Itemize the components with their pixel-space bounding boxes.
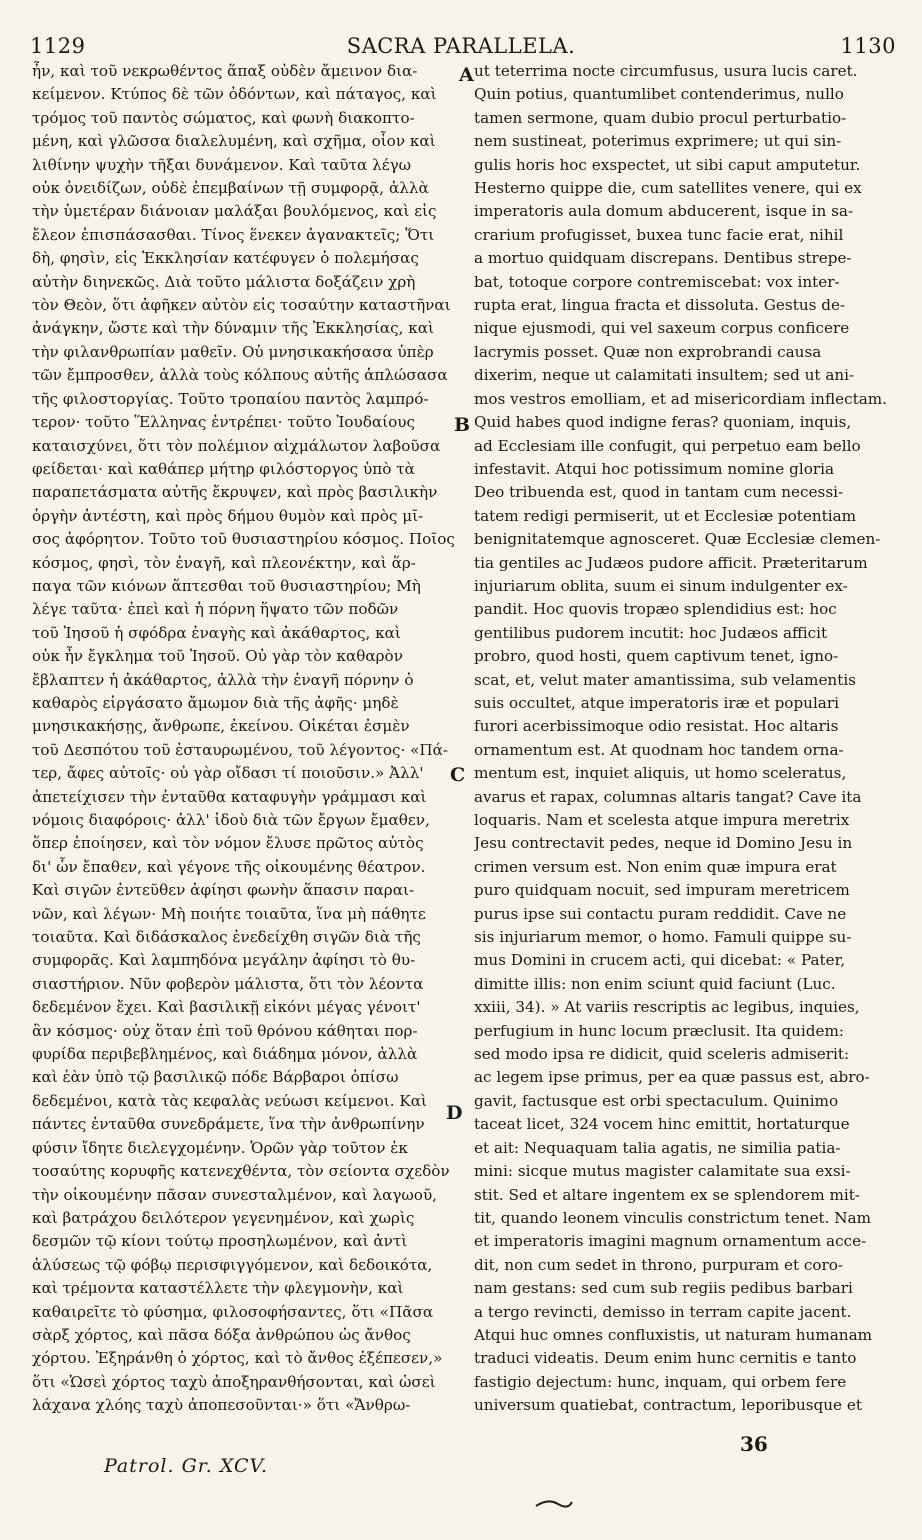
ink-mark bbox=[534, 1496, 574, 1510]
greek-text-line: τῆς φιλοστοργίας. Τοῦτο τροπαίου παντὸς λαμπρό- bbox=[32, 389, 429, 408]
latin-text-line: nam gestans: sed cum sub regiis pedibus barbari bbox=[474, 1279, 853, 1298]
latin-text-line: sed modo ipsa re didicit, quid sceleris admiserit: bbox=[474, 1045, 850, 1064]
latin-text-line: ad Ecclesiam ille confugit, qui perpetuo eam bello bbox=[474, 436, 861, 455]
latin-text-line: Quin potius, quantumlibet contenderimus, nullo bbox=[474, 85, 844, 104]
latin-text-line: ornamentum est. At quodnam hoc tandem orna- bbox=[474, 740, 844, 759]
latin-text-line: furori acerbissimoque odio resistat. Hoc altaris bbox=[474, 717, 839, 736]
greek-text-line: τοῦ Ἰησοῦ ἡ σφόδρα ἐναγὴς καὶ ἀκάθαρτος, καὶ bbox=[32, 623, 401, 642]
greek-text-line: παραπετάσματα αὐτῆς ἔκρυψεν, καὶ πρὸς βασιλικὴν bbox=[32, 483, 438, 502]
latin-text-line: injuriarum oblita, suum ei sinum indulgenter ex- bbox=[474, 576, 848, 595]
volume-signature: Patrol. Gr. XCV. bbox=[104, 1455, 268, 1477]
greek-text-line: συμφορᾶς. Καὶ λαμπηδόνα μεγάλην ἀφίησι τὸ θυ- bbox=[32, 951, 416, 970]
greek-text-line: καταισχύνει, ὅτι τὸν πολέμιον αἰχμάλωτον λαβοῦσα bbox=[32, 436, 441, 455]
latin-text-line: mus Domini in crucem acti, qui dicebat: « Pater, bbox=[474, 951, 846, 970]
section-marker-a: A bbox=[459, 64, 474, 86]
latin-text-line: tia gentiles ac Judæos pudore afficit. Præteritarum bbox=[474, 553, 868, 572]
latin-text-line: a mortuo quidquam discrepans. Dentibus strepe- bbox=[474, 249, 852, 268]
greek-text-line: ἦν, καὶ τοῦ νεκρωθέντος ἅπαξ οὐδὲν ἄμεινον δια- bbox=[32, 62, 418, 80]
latin-text-line: tatem redigi permiserit, ut et Ecclesiæ potentiam bbox=[474, 506, 857, 525]
latin-text-line: pandit. Hoc quovis tropæo splendidius est: hoc bbox=[474, 600, 837, 619]
latin-text-line: et ait: Nequaquam talia agatis, ne similia patia- bbox=[474, 1138, 841, 1157]
latin-text-line: Deo tribuenda est, quod in tantam cum necessi- bbox=[474, 483, 844, 502]
left-page-number: 1129 bbox=[30, 34, 86, 58]
greek-text-line: δεδεμένον ἔχει. Καὶ βασιλικῇ εἰκόνι μέγας γένοιτ' bbox=[32, 998, 421, 1017]
greek-text-line: καὶ τρέμοντα καταστέλλετε τὴν φλεγμονὴν, καὶ bbox=[32, 1279, 404, 1298]
greek-text-line: τὸν Θεὸν, ὅτι ἀφῆκεν αὐτὸν εἰς τοσαύτην καταστῆναι bbox=[32, 296, 451, 315]
latin-text-line: fastigio dejectum: hunc, inquam, qui orbem fere bbox=[474, 1372, 847, 1391]
latin-text-line: nique ejusmodi, qui vel saxeum corpus conficere bbox=[474, 319, 850, 338]
latin-text-line: purus ipse sui contactu puram reddidit. Cave ne bbox=[474, 904, 847, 923]
greek-text-line: σιαστήριον. Νῦν φοβερὸν μάλιστα, ὅτι τὸν λέοντα bbox=[32, 974, 424, 993]
latin-text-line: dit, non cum sedet in throno, purpuram et coro- bbox=[474, 1255, 844, 1274]
greek-text-line: δεδεμένοι, κατὰ τὰς κεφαλὰς νεύωσι κείμενοι. Καὶ bbox=[32, 1091, 427, 1110]
latin-text-line: traduci videatis. Deum enim hunc cernitis e tanto bbox=[474, 1349, 857, 1368]
latin-text-line: crimen versum est. Non enim quæ impura erat bbox=[474, 857, 837, 876]
latin-text-line: et imperatoris imagini magnum ornamentum acce- bbox=[474, 1232, 867, 1251]
latin-text-line: mentum est, inquiet aliquis, ut homo sceleratus, bbox=[474, 764, 847, 783]
greek-text-line: τοσαύτης κορυφῆς κατενεχθέντα, τὸν σείοντα σχεδὸν bbox=[32, 1162, 450, 1181]
latin-text-line: lacrymis posset. Quæ non exprobrandi causa bbox=[474, 342, 822, 361]
latin-text-line: ac legem ipse primus, per ea quæ passus est, abro- bbox=[474, 1068, 870, 1087]
running-title: SACRA PARALLELA. bbox=[346, 34, 576, 58]
latin-text-line: nem sustineat, poterimus exprimere; ut qui sin- bbox=[474, 132, 842, 151]
right-page-number: 1130 bbox=[840, 34, 896, 58]
greek-text-line: οὐκ ἦν ἔγκλημα τοῦ Ἰησοῦ. Οὐ γὰρ τὸν καθαρὸν bbox=[32, 647, 403, 666]
latin-text-line: a tergo revincti, demisso in terram capite jacent. bbox=[474, 1302, 852, 1321]
greek-text-line: μένη, καὶ γλῶσσα διαλελυμένη, καὶ σχῆμα, οἷον καὶ bbox=[32, 132, 436, 151]
latin-text-line: probro, quod hosti, quem captivum tenet, igno- bbox=[474, 647, 839, 666]
greek-text-line: τὴν φιλανθρωπίαν μαθεῖν. Οὐ μνησικακήσασα ὑπὲρ bbox=[32, 342, 434, 361]
latin-text-line: tit, quando leonem vinculis constrictum tenet. Nam bbox=[474, 1208, 872, 1227]
greek-text-line: τῶν ἔμπροσθεν, ἀλλὰ τοὺς κόλπους αὐτῆς ἁπλώσασα bbox=[32, 366, 448, 385]
latin-text-line: universum quatiebat, contractum, leporibusque et bbox=[474, 1396, 862, 1415]
latin-text-line: tamen sermone, quam dubio procul perturbatio- bbox=[474, 108, 847, 127]
latin-text-line: gavit, factusque est orbi spectaculum. Quinimo bbox=[474, 1091, 839, 1110]
greek-text-line: τερον· τοῦτο Ἕλληνας ἐντρέπει· τοῦτο Ἰουδαίους bbox=[32, 413, 415, 432]
greek-text-line: σος ἀφόρητον. Τοῦτο τοῦ θυσιαστηρίου κόσμος. Ποῖος bbox=[32, 530, 455, 549]
latin-text-line: loquaris. Nam et scelesta atque impura meretrix bbox=[474, 811, 850, 829]
greek-text-line: τοῦ Δεσπότου τοῦ ἐσταυρωμένου, τοῦ λέγοντος· «Πά- bbox=[32, 740, 449, 759]
greek-text-line: χόρτου. Ἐξηράνθη ὁ χόρτος, καὶ τὸ ἄνθος ἐξέπεσεν,» bbox=[32, 1349, 443, 1368]
greek-text-line: φυρίδα περιβεβλημένος, καὶ διάδημα μόνον, ἀλλὰ bbox=[32, 1045, 418, 1064]
latin-text-line: mos vestros emolliam, et ad misericordiam inflectam. bbox=[474, 389, 887, 408]
latin-text-line: Quid habes quod indigne feras? quoniam, inquis, bbox=[474, 413, 852, 432]
greek-text-line: φείδεται· καὶ καθάπερ μήτηρ φιλόστοργος ὑπὸ τὰ bbox=[32, 459, 415, 478]
greek-text-line: καθαρὸς εἰργάσατο ἄμωμον διὰ τῆς ἁφῆς· μηδὲ bbox=[32, 693, 399, 712]
greek-text-line: ἀνάγκην, ὥστε καὶ τὴν δύναμιν τῆς Ἐκκλησίας, καὶ bbox=[32, 319, 434, 338]
section-marker-d: D bbox=[446, 1102, 463, 1124]
latin-text-line: Atqui huc omnes confluxistis, ut naturam humanam bbox=[474, 1325, 873, 1344]
latin-text-line: scat, et, velut mater amantissima, sub velamentis bbox=[474, 670, 856, 689]
latin-text-line: puro quidquam nocuit, sed impuram meretricem bbox=[474, 881, 850, 900]
greek-text-line: Καὶ σιγῶν ἐντεῦθεν ἀφίησι φωνὴν ἅπασιν παραι- bbox=[32, 881, 415, 900]
latin-text-line: crarium profugisset, buxea tunc facie erat, nihil bbox=[474, 225, 844, 244]
latin-text-line: sis injuriarum memor, o homo. Famuli quippe su- bbox=[474, 928, 852, 947]
latin-text-line: benignitatemque agnosceret. Quæ Ecclesiæ clemen- bbox=[474, 530, 881, 549]
latin-column bbox=[474, 60, 898, 1450]
latin-text-line: perfugium in hunc locum præclusit. Ita quidem: bbox=[474, 1021, 845, 1040]
greek-text-line: λέγε ταῦτα· ἐπεὶ καὶ ἡ πόρνη ἥψατο τῶν ποδῶν bbox=[32, 600, 399, 619]
greek-text-line: ἀπετείχισεν τὴν ἐνταῦθα καταφυγὴν γράμμασι καὶ bbox=[32, 787, 427, 806]
latin-text-line: avarus et rapax, columnas altaris tangat? Cave ita bbox=[474, 787, 862, 806]
greek-text-line: νόμοις διαφόροις· ἀλλ' ἰδοὺ διὰ τῶν ἔργων ἔμαθεν, bbox=[32, 811, 430, 829]
latin-text-line: gentilibus pudorem incutit: hoc Judæos afficit bbox=[474, 623, 828, 642]
section-marker-c: C bbox=[450, 764, 466, 786]
latin-text-line: ut teterrima nocte circumfusus, usura lucis caret. bbox=[474, 62, 858, 80]
section-marker-b: B bbox=[454, 414, 471, 436]
greek-text-line: οὐκ ὀνειδίζων, οὐδὲ ἐπεμβαίνων τῇ συμφορᾷ, ἀλλὰ bbox=[32, 179, 429, 198]
latin-text-line: Hesterno quippe die, cum satellites venere, qui ex bbox=[474, 179, 862, 198]
sheet-number: 36 bbox=[740, 1432, 768, 1456]
greek-text-line: μνησικακήσῃς, ἄνθρωπε, ἐκείνου. Οἰκέται ἐσμὲν bbox=[32, 717, 410, 736]
greek-text-line: αὐτὴν διηνεκῶς. Διὰ τοῦτο μάλιστα δοξάζειν χρὴ bbox=[32, 272, 416, 291]
latin-text-line: suis occultet, atque imperatoris iræ et populari bbox=[474, 693, 839, 712]
greek-text-line: κείμενον. Κτύπος δὲ τῶν ὀδόντων, καὶ πάταγος, καὶ bbox=[32, 85, 437, 104]
greek-text-line: φύσιν ἴδητε διελεγχομένην. Ὁρῶν γὰρ τοῦτον ἐκ bbox=[32, 1138, 408, 1157]
greek-text-line: δι' ὧν ἔπαθεν, καὶ γέγονε τῆς οἰκουμένης θέατρον. bbox=[32, 857, 426, 876]
greek-text-line: καὶ βατράχου δειλότερον γεγενημένον, καὶ χωρὶς bbox=[32, 1208, 415, 1227]
greek-text-line: παγα τῶν κιόνων ἅπτεσθαι τοῦ θυσιαστηρίου; Μὴ bbox=[32, 576, 421, 595]
greek-text-line: πάντες ἐνταῦθα συνεδράμετε, ἵνα τὴν ἀνθρωπίνην bbox=[32, 1115, 425, 1134]
greek-text-line: κόσμος, φησὶ, τὸν ἐναγῆ, καὶ πλεονέκτην, καὶ ἅρ- bbox=[32, 553, 416, 572]
greek-column bbox=[32, 60, 458, 1450]
latin-text-line: taceat licet, 324 vocem hinc emittit, hortaturque bbox=[474, 1115, 850, 1134]
latin-text-line: rupta erat, lingua fracta et dissoluta. Gestus de- bbox=[474, 296, 846, 315]
greek-text-line: δεσμῶν τῷ κίονι τούτῳ προσηλωμένον, καὶ ἀντὶ bbox=[32, 1232, 408, 1251]
latin-text-line: Jesu contrectavit pedes, neque id Domino Jesu in bbox=[474, 834, 853, 853]
greek-text-line: καὶ ἐὰν ὑπὸ τῷ βασιλικῷ πόδε Βάρβαροι ὀπίσω bbox=[32, 1068, 399, 1087]
greek-text-line: ὅτι «Ὡσεὶ χόρτος ταχὺ ἀποξηρανθήσονται, καὶ ὡσεὶ bbox=[32, 1372, 436, 1391]
greek-text-line: τοιαῦτα. Καὶ διδάσκαλος ἐνεδείχθη σιγῶν διὰ τῆς bbox=[32, 928, 421, 947]
greek-text-line: καθαιρεῖτε τὸ φύσημα, φιλοσοφήσαντες, ὅτι «Πᾶσα bbox=[32, 1302, 434, 1321]
greek-text-line: λάχανα χλόης ταχὺ ἀποπεσοῦνται·» ὅτι «Ἄνθρω- bbox=[32, 1396, 411, 1415]
latin-text-line: mini: sicque mutus magister calamitate sua exsi- bbox=[474, 1162, 851, 1181]
latin-text-line: infestavit. Atqui hoc potissimum nomine gloria bbox=[474, 459, 835, 478]
greek-text-line: τρόμος τοῦ παντὸς σώματος, καὶ φωνὴ διακοπτο- bbox=[32, 108, 415, 127]
greek-text-line: ὀργὴν ἀντέστη, καὶ πρὸς δήμου θυμὸν καὶ πρὸς μῖ- bbox=[32, 506, 424, 525]
latin-text-line: dimitte illis: non enim sciunt quid faciunt (Luc. bbox=[474, 974, 836, 993]
greek-text-line: ἁλύσεως τῷ φόβῳ περισφιγγόμενον, καὶ δεδοικότα, bbox=[32, 1255, 433, 1274]
latin-text-line: bat, totoque corpore contremiscebat: vox inter- bbox=[474, 272, 840, 291]
latin-text-line: dixerim, neque ut calamitati insultem; sed ut ani- bbox=[474, 366, 855, 385]
greek-text-line: νῶν, καὶ λέγων· Μὴ ποιήτε τοιαῦτα, ἵνα μὴ πάθητε bbox=[32, 904, 426, 923]
greek-text-line: τερ, ἄφες αὐτοῖς· οὐ γὰρ οἴδασι τί ποιοῦσιν.» Ἀλλ' bbox=[32, 764, 424, 783]
greek-text-line: τὴν ὑμετέραν διάνοιαν μαλάξαι βουλόμενος, καὶ εἰς bbox=[32, 202, 437, 221]
latin-text-line: imperatoris aula domum abducerent, isque in sa- bbox=[474, 202, 854, 221]
greek-text-line: τὴν οἰκουμένην πᾶσαν συνεσταλμένον, καὶ λαγωοῦ, bbox=[32, 1185, 438, 1204]
greek-text-line: ὅπερ ἐποίησεν, καὶ τὸν νόμον ἔλυσε πρῶτος αὐτὸς bbox=[32, 834, 424, 853]
latin-text-line: xxiii, 34). » At variis rescriptis ac legibus, inquies, bbox=[474, 998, 860, 1017]
latin-text-line: stit. Sed et altare ingentem ex se splendorem mit- bbox=[474, 1185, 860, 1204]
greek-text-line: δὴ, φησὶν, εἰς Ἐκκλησίαν κατέφυγεν ὁ πολεμήσας bbox=[32, 249, 419, 268]
greek-text-line: ἔβλαπτεν ἡ ἀκάθαρτος, ἀλλὰ τὴν ἐναγῆ πόρνην ὁ bbox=[32, 670, 414, 689]
greek-text-line: λιθίνην ψυχὴν τῆξαι δυνάμενον. Καὶ ταῦτα λέγω bbox=[32, 155, 412, 174]
greek-text-line: σὰρξ χόρτος, καὶ πᾶσα δόξα ἀνθρώπου ὡς ἄνθος bbox=[32, 1325, 411, 1344]
greek-text-line: ἂν κόσμος· οὐχ ὅταν ἐπὶ τοῦ θρόνου κάθηται πορ- bbox=[32, 1021, 418, 1040]
greek-text-line: ἔλεον ἐπισπάσασθαι. Τίνος ἕνεκεν ἀγανακτεῖς; Ὅτι bbox=[32, 225, 435, 244]
latin-text-line: gulis horis hoc exspectet, ut sibi caput amputetur. bbox=[474, 155, 861, 174]
